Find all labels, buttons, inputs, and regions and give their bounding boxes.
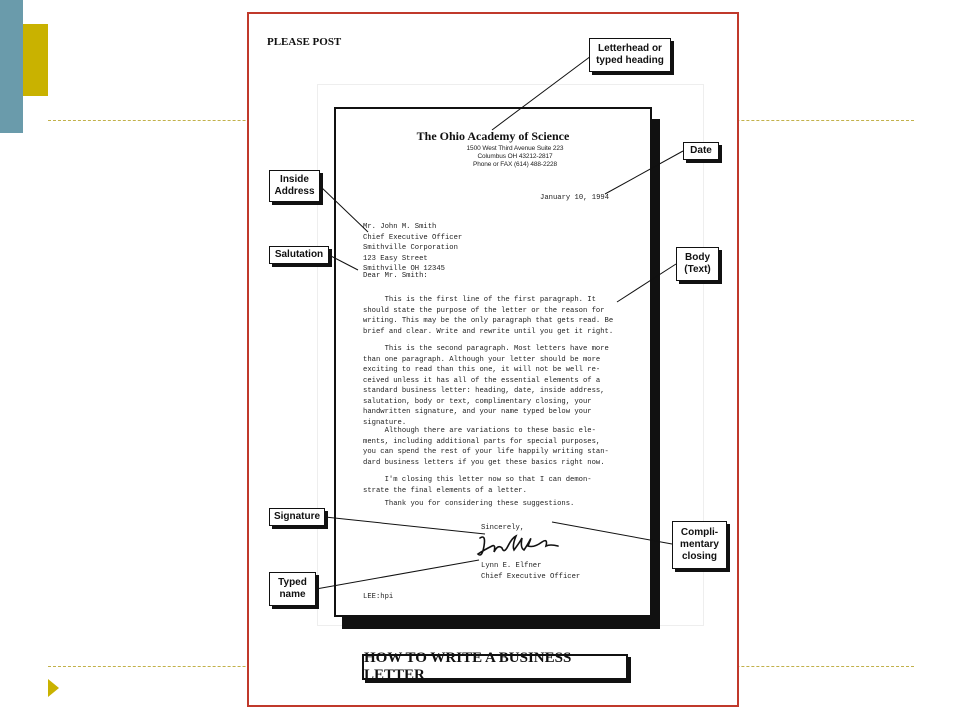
letter-date: January 10, 1994 — [540, 194, 610, 202]
letter-paragraph-2: This is the second paragraph. Most letters have more than one paragraph. Although your letter should be more exciting to read than this one, it will not be well re- ceived unless it has all of the essential elements of a standard business letter: heading, date, inside address, salutation, body or text, complimentary closing, your handwritten signature, and your name typed below your signature. — [363, 345, 609, 427]
callout-date: Date — [683, 142, 719, 160]
letter-salutation: Dear Mr. Smith: — [363, 272, 428, 280]
callout-signature: Signature — [269, 508, 325, 526]
letter-inside-address: Mr. John M. Smith Chief Executive Officer Smithville Corporation 123 Easy Street Smithville OH 12345 — [363, 223, 463, 273]
letterhead-name: The Ohio Academy of Science — [416, 129, 570, 143]
letter-paragraph-3: Although there are variations to these basic ele- ments, including additional parts for special purposes, you can spend the rest of your life happily writing stan- dard business letters if you get these basics right now. — [363, 427, 609, 467]
poster-image — [247, 12, 739, 707]
callout-complimentary-closing: Compli-mentary closing — [672, 521, 727, 569]
letter-typed-name: Lynn E. Elfner Chief Executive Officer — [481, 562, 581, 581]
letter-paragraph-5: Thank you for considering these suggestions. — [363, 500, 575, 508]
letter-paragraph-4: I'm closing this letter now so that I can demon- strate the final elements of a letter. — [363, 476, 592, 495]
callout-inside-address: Inside Address — [269, 170, 320, 202]
callout-leader-lines — [249, 14, 737, 705]
letterhead-address: 1500 West Third Avenue Suite 223 — [466, 145, 564, 152]
callout-letterhead: Letterhead or typed heading — [589, 38, 671, 72]
accent-bar-teal — [0, 0, 23, 133]
letter-initials: LEE:hpi — [363, 593, 394, 601]
callout-salutation: Salutation — [269, 246, 329, 264]
callout-body: Body (Text) — [676, 247, 719, 281]
slide-bullet-arrow-icon — [48, 679, 59, 697]
letterhead-city: Columbus OH 43212-2817 — [477, 153, 553, 160]
letterhead-phone: Phone or FAX (614) 488-2228 — [472, 161, 558, 168]
please-post-label: PLEASE POST — [267, 36, 342, 48]
poster-title: HOW TO WRITE A BUSINESS LETTER — [362, 654, 628, 680]
letter-closing: Sincerely, — [481, 524, 525, 532]
callout-typed-name: Typed name — [269, 572, 316, 606]
letter-paragraph-1: This is the first line of the first paragraph. It should state the purpose of the letter or the reason for writing. This may be the only paragraph that gets read. Be brief and clear. Write and rewrite until you get it right. — [363, 296, 614, 336]
accent-bar-gold — [23, 24, 48, 96]
